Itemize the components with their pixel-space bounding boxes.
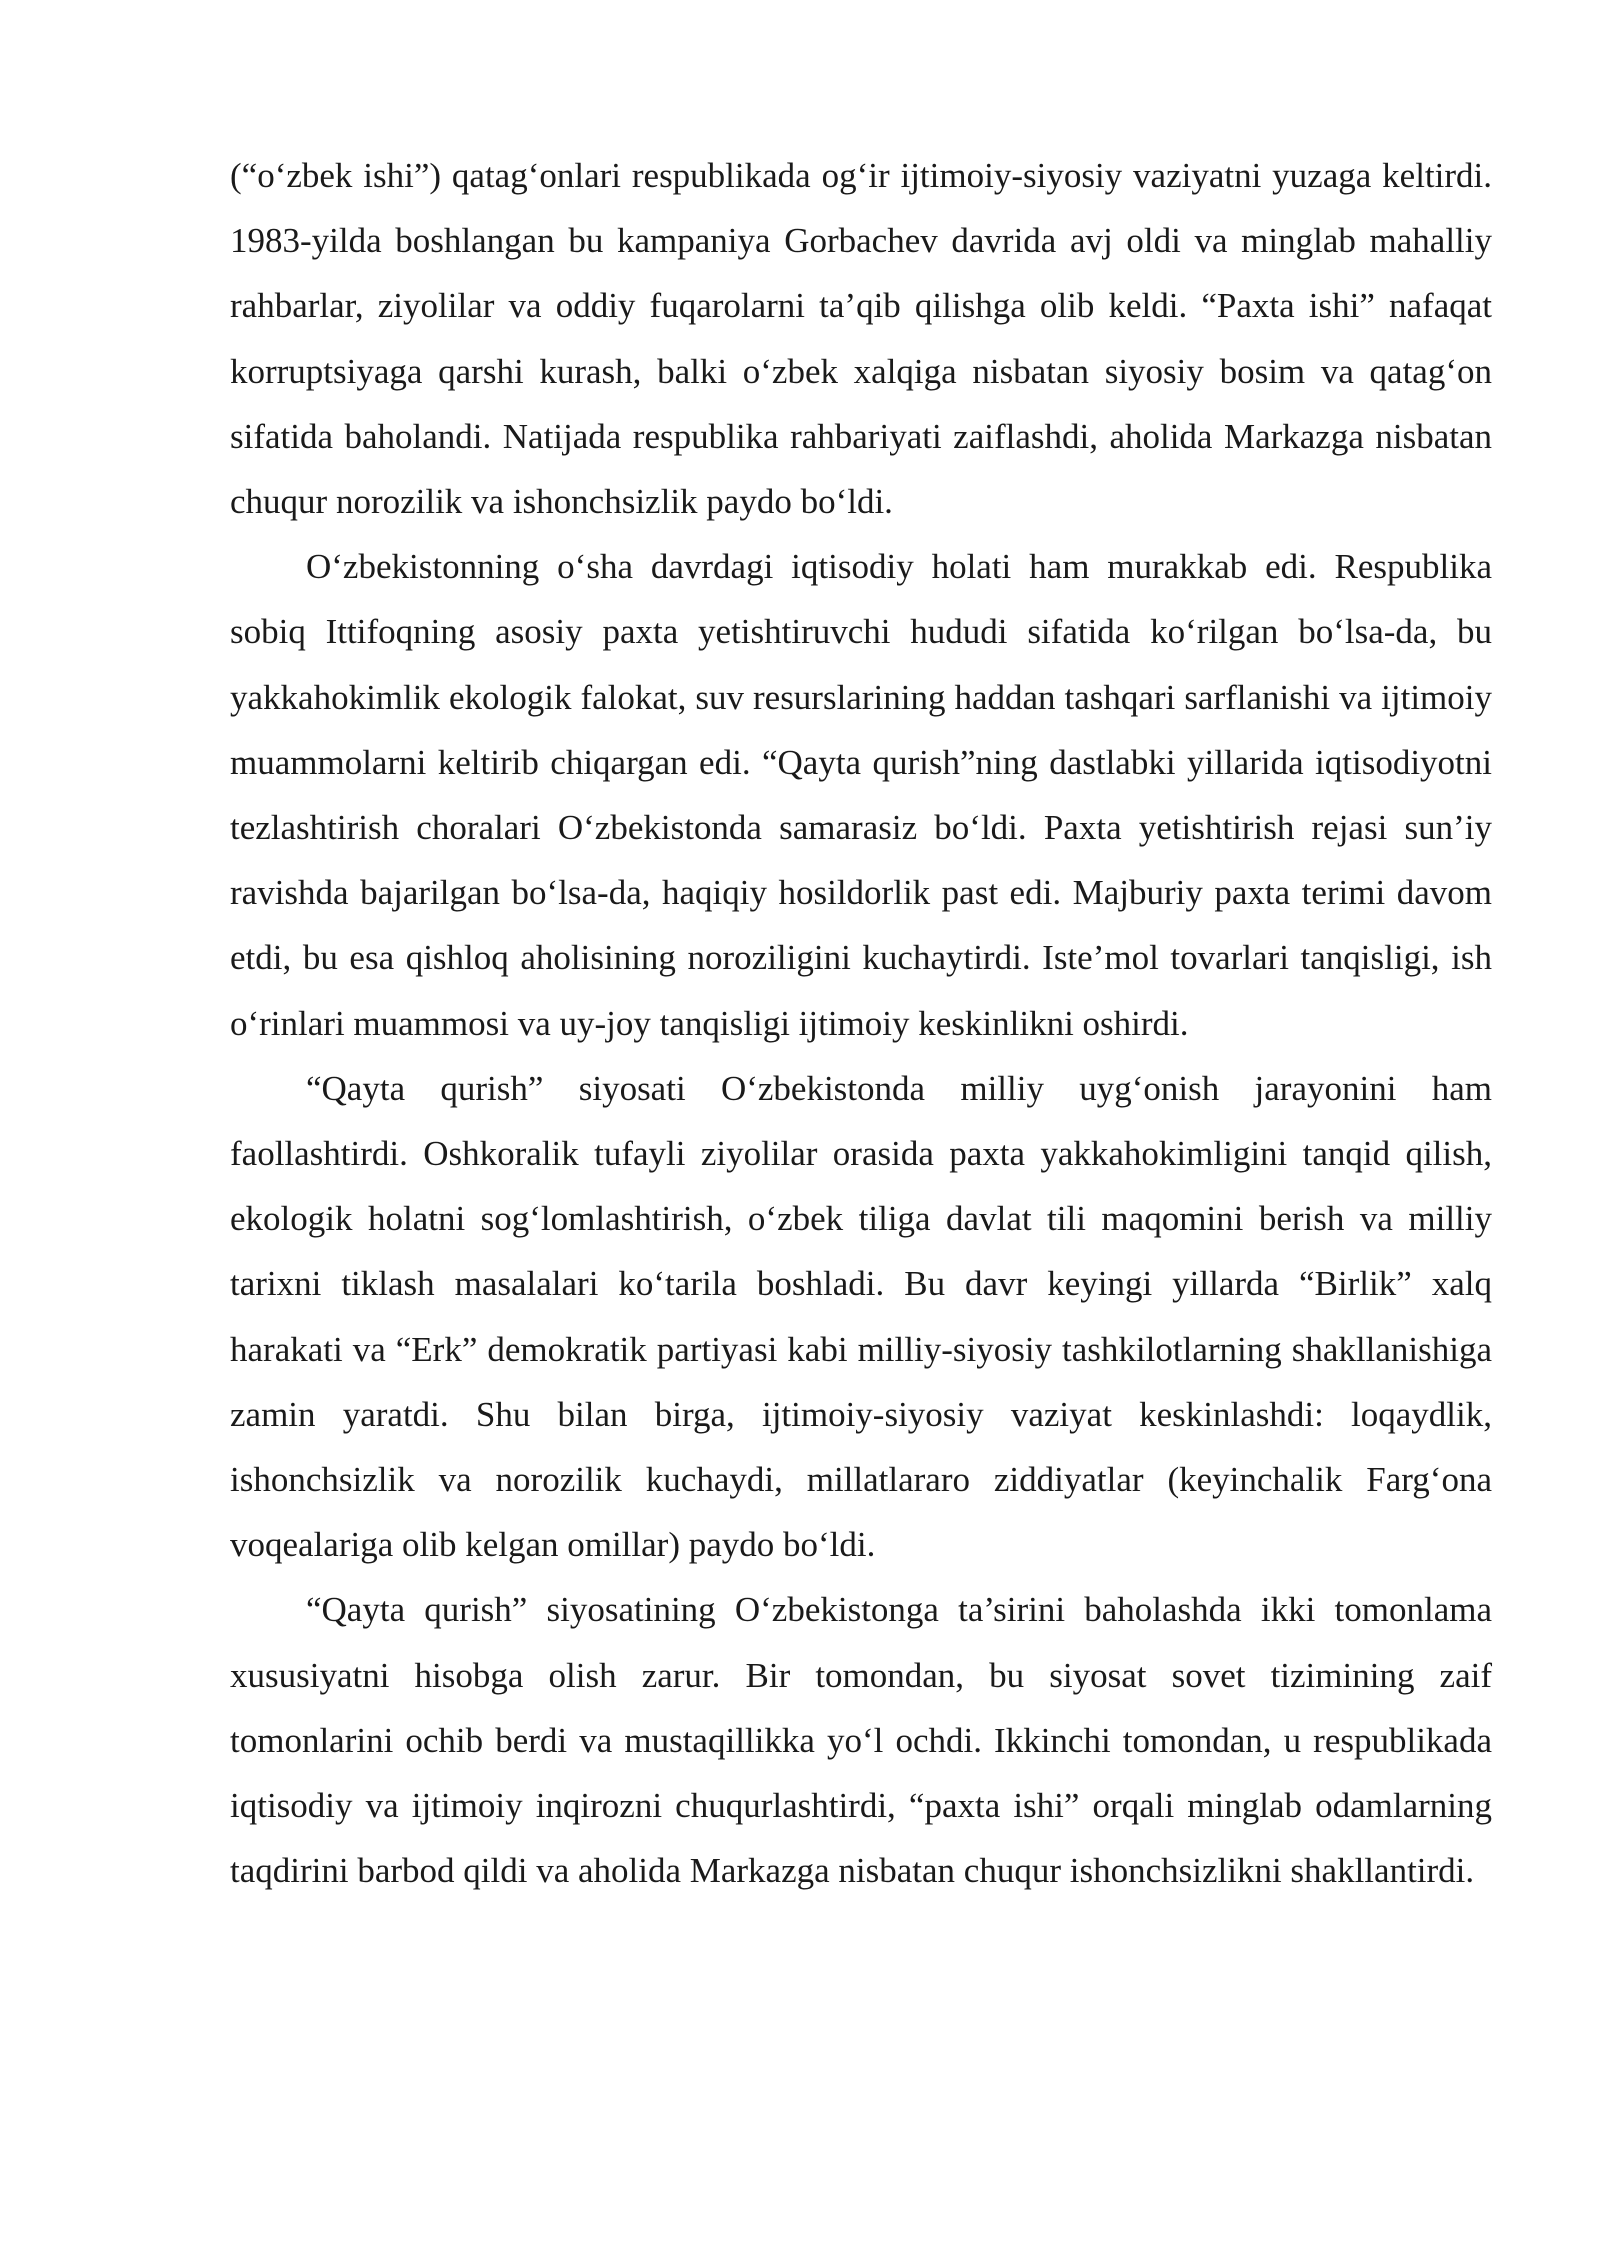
body-text <box>230 143 1492 1903</box>
paragraph-assessment: “Qayta qurish” siyosatining O‘zbekistonga ta’sirini baholashda ikki tomonlama xususiyatni hisobga olish zarur. Bir tomondan, bu siyosat sovet tizimining zaif tomonlarini ochib berdi va mustaqillikka yo‘l ochdi. Ikkinchi tomondan, u respublikada iqtisodiy va ijtimoiy inqirozni chuqurlashtirdi, “paxta ishi” orqali minglab odamlarning taqdirini barbod qildi va aholida Markazga nisbatan chuqur ishonchsizlikni shakllantirdi. <box>230 1590 1492 1891</box>
paragraph-economic-situation: O‘zbekistonning o‘sha davrdagi iqtisodiy holati ham murakkab edi. Respublika sobiq Ittifoqning asosiy paxta yetishtiruvchi hududi sifatida ko‘rilgan bo‘lsa-da, bu yakkahokimlik ekologik falokat, suv resurslarining haddan tashqari sarflanishi va ijtimoiy muammolarni keltirib chiqargan edi. “Qayta qurish”ning dastlabki yillarida iqtisodiyotni tezlashtirish choralari O‘zbekistonda samarasiz bo‘ldi. Paxta yetishtirish rejasi sun’iy ravishda bajarilgan bo‘lsa-da, haqiqiy hosildorlik past edi. Majburiy paxta terimi davom etdi, bu esa qishloq aholisining noroziligini kuchaytirdi. Iste’mol tovarlari tanqisligi, ish o‘rinlari muammosi va uy-joy tanqisligi ijtimoiy keskinlikni oshirdi. <box>230 547 1492 1043</box>
paragraph-continuation: (“o‘zbek ishi”) qatag‘onlari respublikada og‘ir ijtimoiy-siyosiy vaziyatni yuzaga keltirdi. 1983-yilda boshlangan bu kampaniya Gorbachev davrida avj oldi va minglab mahalliy rahbarlar, ziyolilar va oddiy fuqarolarni ta’qib qilishga olib keldi. “Paxta ishi” nafaqat korruptsiyaga qarshi kurash, balki o‘zbek xalqiga nisbatan siyosiy bosim va qatag‘on sifatida baholandi. Natijada respublika rahbariyati zaiflashdi, aholida Markazga nisbatan chuqur norozilik va ishonchsizlik paydo bo‘ldi. <box>230 156 1492 522</box>
paragraph-national-awakening: “Qayta qurish” siyosati O‘zbekistonda milliy uyg‘onish jarayonini ham faollashtirdi. Oshkoralik tufayli ziyolilar orasida paxta yakkahokimligini tanqid qilish, ekologik holatni sog‘lomlashtirish, o‘zbek tiliga davlat tili maqomini berish va milliy tarixni tiklash masalalari ko‘tarila boshladi. Bu davr keyingi yillarda “Birlik” xalq harakati va “Erk” demokratik partiyasi kabi milliy-siyosiy tashkilotlarning shakllanishiga zamin yaratdi. Shu bilan birga, ijtimoiy-siyosiy vaziyat keskinlashdi: loqaydlik, ishonchsizlik va norozilik kuchaydi, millatlararo ziddiyatlar (keyinchalik Farg‘ona voqealariga olib kelgan omillar) paydo bo‘ldi. <box>230 1068 1492 1565</box>
